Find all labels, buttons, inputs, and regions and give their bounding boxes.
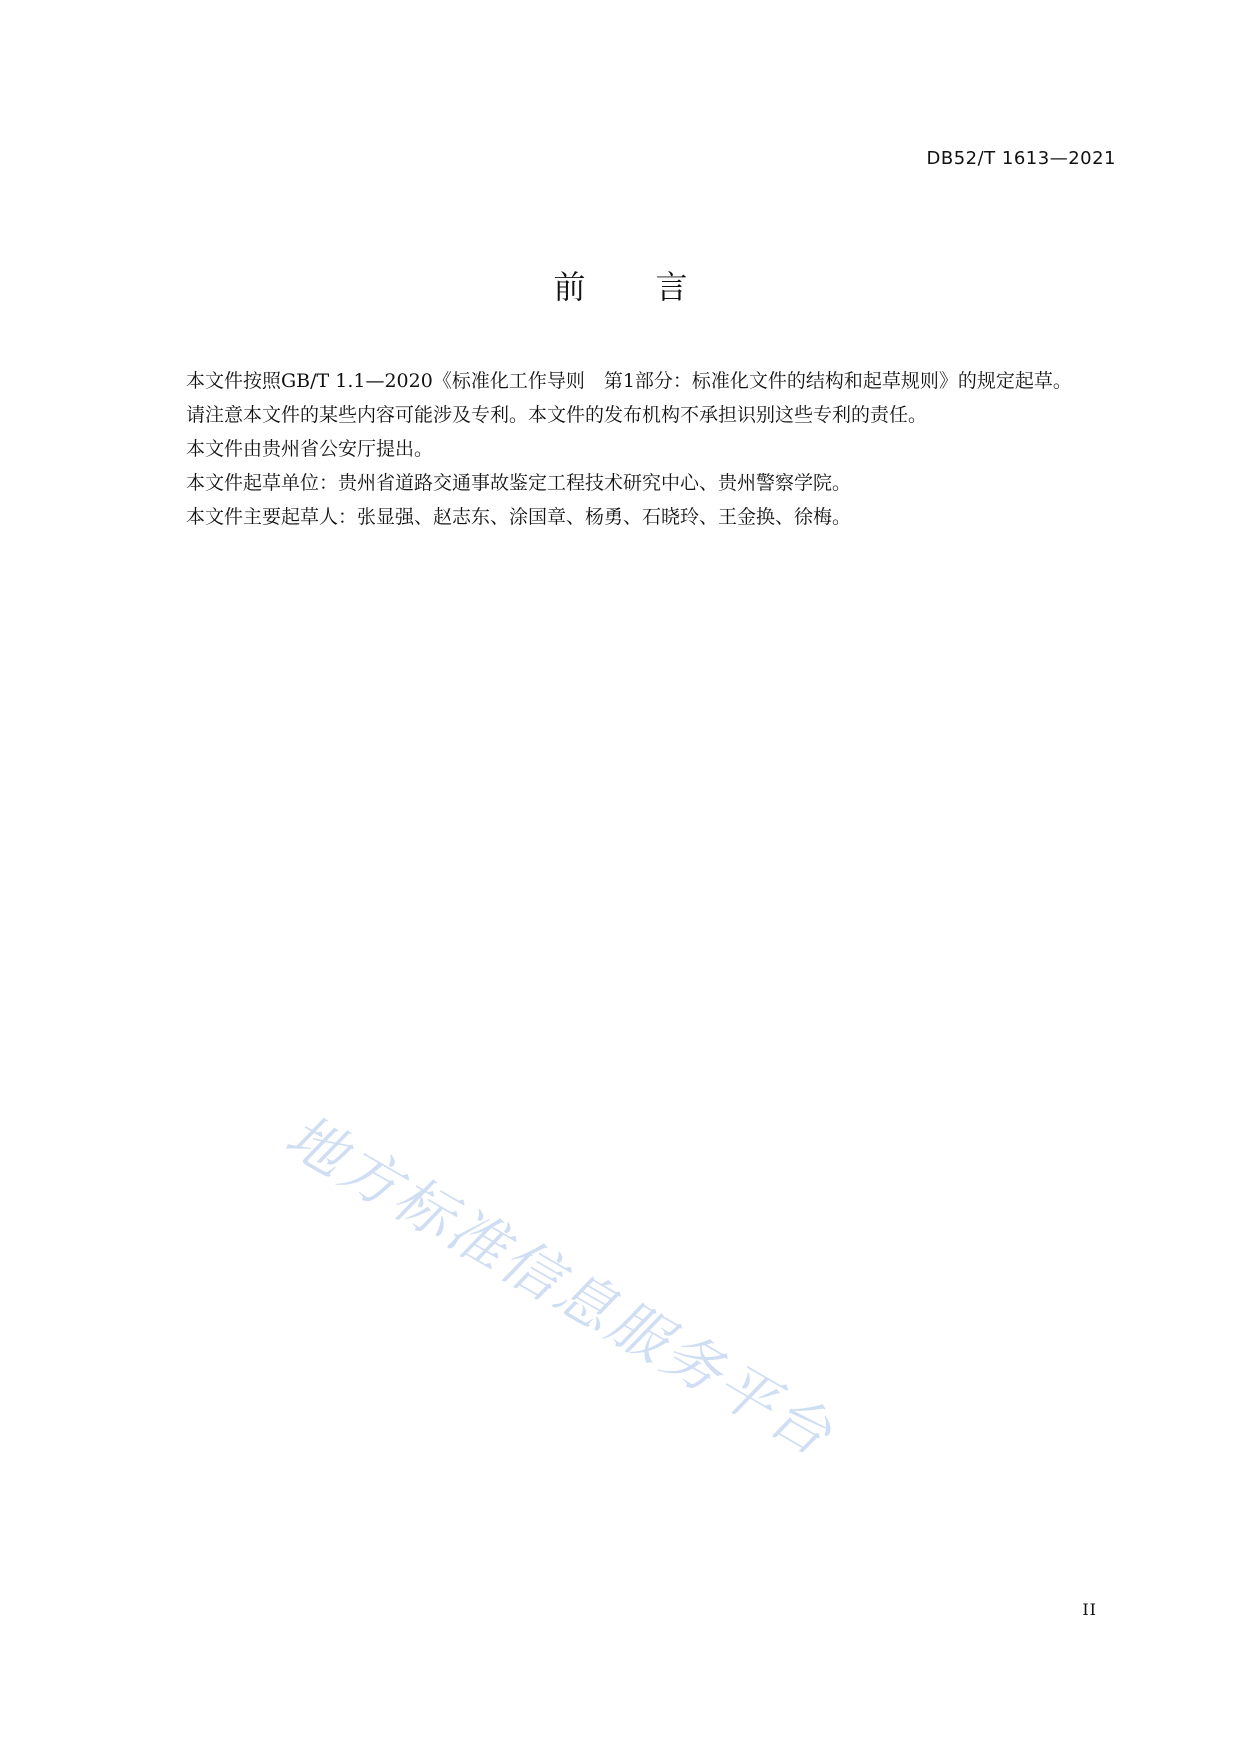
page-title — [0, 262, 1241, 308]
page-number: II — [1082, 1600, 1097, 1619]
paragraph-drafting-units: 本文件起草单位：贵州省道路交通事故鉴定工程技术研究中心、贵州警察学院。 — [186, 472, 852, 494]
paragraph-proposer: 本文件由贵州省公安厅提出。 — [186, 438, 434, 460]
paragraph-drafters: 本文件主要起草人：张显强、赵志东、涂国章、杨勇、石晓玲、王金换、徐梅。 — [186, 506, 852, 528]
paragraph-drafting-rules: 本文件按照GB/T 1.1—2020《标准化工作导则 第1部分：标准化文件的结构和起草规则》的规定起草。 — [186, 370, 1072, 392]
document-code: DB52/T 1613—2021 — [926, 148, 1116, 169]
title-char-2: 言 — [655, 268, 688, 306]
watermark: 地方标准信息服务平台 — [274, 1101, 846, 1471]
paragraph-patent-notice: 请注意本文件的某些内容可能涉及专利。本文件的发布机构不承担识别这些专利的责任。 — [186, 404, 928, 426]
foreword-body — [148, 364, 1118, 534]
title-char-1: 前 — [553, 268, 586, 306]
